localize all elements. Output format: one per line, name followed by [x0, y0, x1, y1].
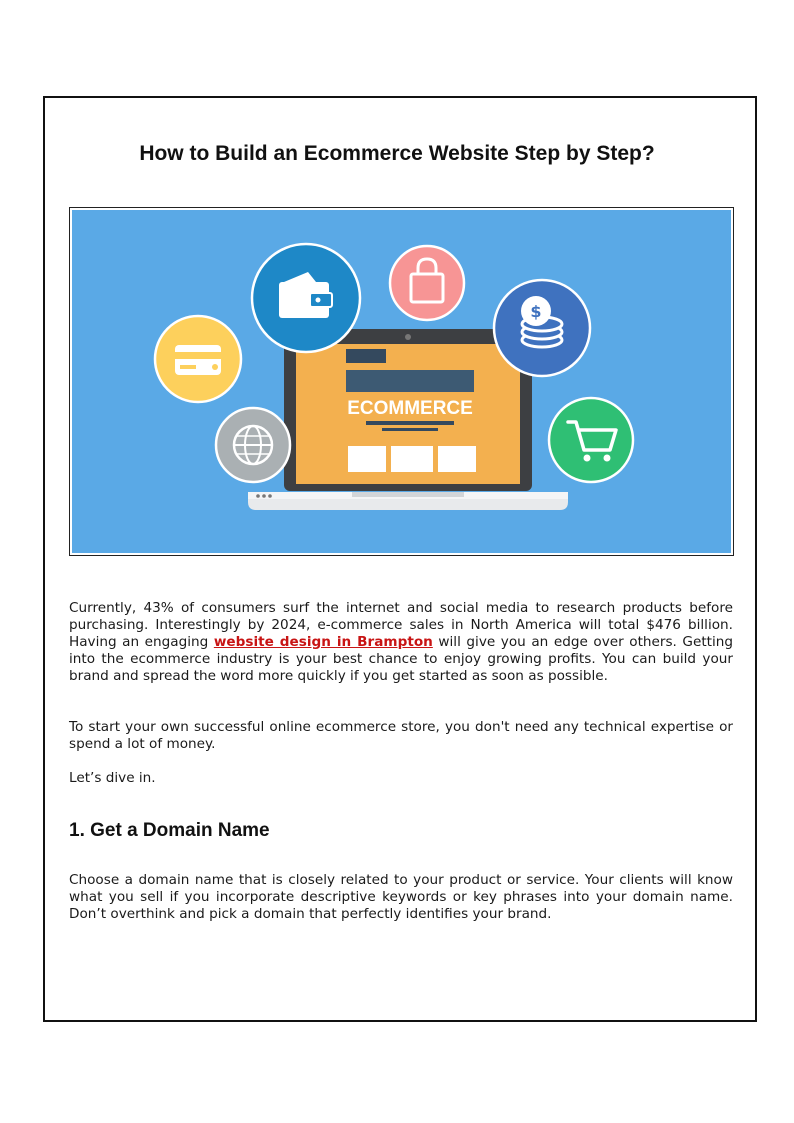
domain-paragraph: Choose a domain name that is closely related to your product or service. Your clients will know what you sell if you incorporate descriptive keywords or key phrases into your domain name. Don’t overthink and pick a domain that perfectly identifies your brand. [69, 872, 733, 922]
svg-text:$: $ [530, 302, 542, 321]
shopping-cart-icon [549, 398, 633, 482]
website-design-link[interactable]: website design in Brampton [213, 634, 433, 650]
paragraph-2: To start your own successful online ecommerce store, you don't need any technical expertise or spend a lot of money. [69, 719, 733, 752]
coins-icon [494, 280, 590, 376]
globe-icon [216, 408, 290, 482]
intro-text-before: Currently, 43% of consumers surf the internet and social media to research products before purchasing. Interestingly by 2024, e-commerce sales in North America will total $476 billion. Having an engaging [69, 600, 733, 650]
wallet-icon [252, 244, 360, 352]
intro-paragraph [69, 600, 733, 685]
section-heading-domain: 1. Get a Domain Name [69, 820, 270, 841]
page-title: How to Build an Ecommerce Website Step by Step? [139, 142, 655, 165]
intro-text-after: will give you an edge over others. Getting into the ecommerce industry is your best chance to enjoy growing profits. You can build your brand and spread the word more quickly if you get started as soon as possible. [69, 634, 734, 684]
credit-card-icon [155, 316, 241, 402]
paragraph-3: Let’s dive in. [69, 770, 156, 786]
shopping-bag-icon [390, 246, 464, 320]
screen-label: ECOMMERCE [347, 398, 473, 419]
hero-image [69, 207, 734, 556]
